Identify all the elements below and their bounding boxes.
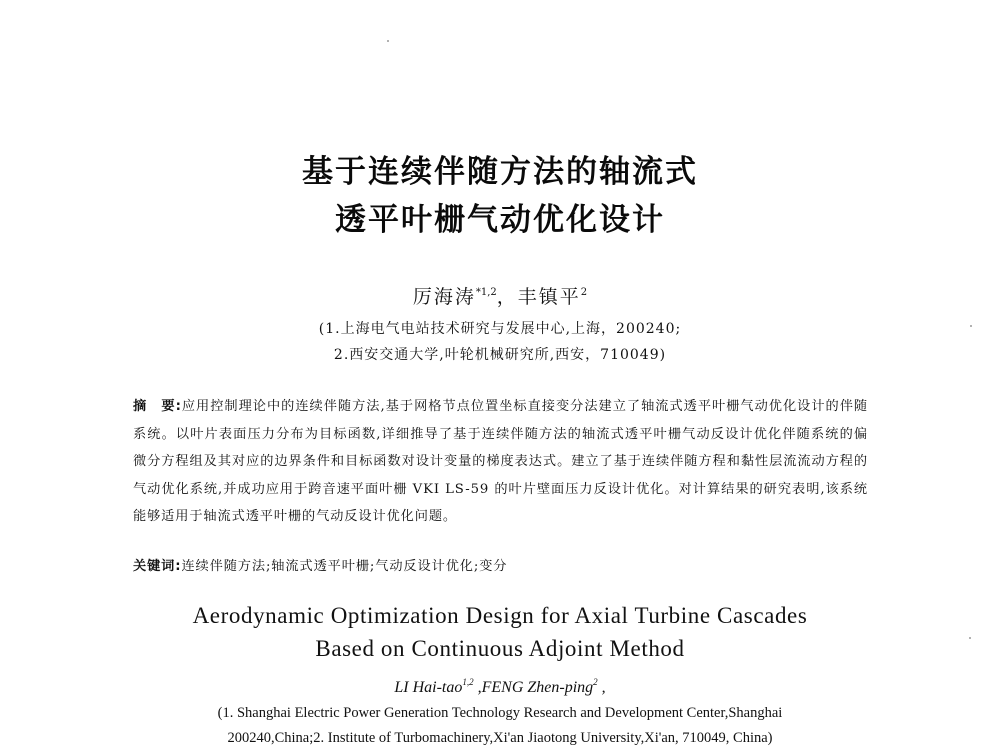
chinese-authors [0, 282, 1000, 309]
english-affiliation-line-2: 200240,China;2. Institute of Turbomachinery,Xi'an Jiaotong University,Xi'an, 710049, China) [227, 730, 773, 746]
author-trailing-punctuation: , [597, 679, 606, 696]
author-name: 厉海涛 [412, 286, 476, 308]
english-title-line-2: Based on Continuous Adjoint Method [315, 636, 685, 661]
abstract-label: 摘 要: [133, 399, 182, 414]
chinese-affiliation-line-1: (1.上海电气电站技术研究与发展中心,上海，200240; [318, 321, 682, 337]
author-name: FENG Zhen-ping [481, 679, 594, 696]
chinese-abstract [133, 393, 868, 531]
abstract-text: 应用控制理论中的连续伴随方法,基于网格节点位置坐标直接变分法建立了轴流式透平叶栅气动优化设计的伴随系统。以叶片表面压力分布为目标函数,详细推导了基于连续伴随方法的轴流式透平叶栅气动反设计优化伴随系统的偏微分方程组及其对应的边界条件和目标函数对设计变量的梯度表达式。建立了基于连续伴随方程和黏性层流流动方程的气动优化系统,并成功应用于跨音速平面叶栅 VKI LS-59 的叶片壁面压力反设计优化。对计算结果的研究表明,该系统能够适用于轴流式透平叶栅的气动反设计优化问题。 [133, 399, 868, 525]
english-title-line-1: Aerodynamic Optimization Design for Axial Turbine Cascades [192, 603, 808, 628]
author-affiliation-mark: 2 [580, 287, 588, 298]
author-affiliation-mark: *1,2 [475, 287, 497, 298]
author-affiliation-mark: 2 [593, 677, 598, 687]
keywords-label: 关键词: [133, 559, 182, 574]
chinese-keywords [133, 555, 868, 574]
keywords-text: 连续伴随方法;轴流式透平叶栅;气动反设计优化;变分 [181, 559, 508, 574]
chinese-title-line-2: 透平叶栅气动优化设计 [335, 202, 665, 238]
english-authors [0, 677, 1000, 697]
author-name: 丰镇平 [517, 286, 581, 308]
author-name: LI Hai-tao [394, 679, 463, 696]
chinese-title-line-1: 基于连续伴随方法的轴流式 [302, 154, 698, 190]
english-affiliation-line-1: (1. Shanghai Electric Power Generation Technology Research and Development Center,Shanghai [217, 705, 783, 721]
scan-speck [387, 40, 389, 42]
author-affiliation-mark: 1,2 [462, 677, 474, 687]
author-separator: ， [496, 286, 518, 308]
author-separator: , [473, 679, 482, 696]
chinese-affiliation-line-2: 2.西安交通大学,叶轮机械研究所,西安，710049) [333, 347, 667, 363]
